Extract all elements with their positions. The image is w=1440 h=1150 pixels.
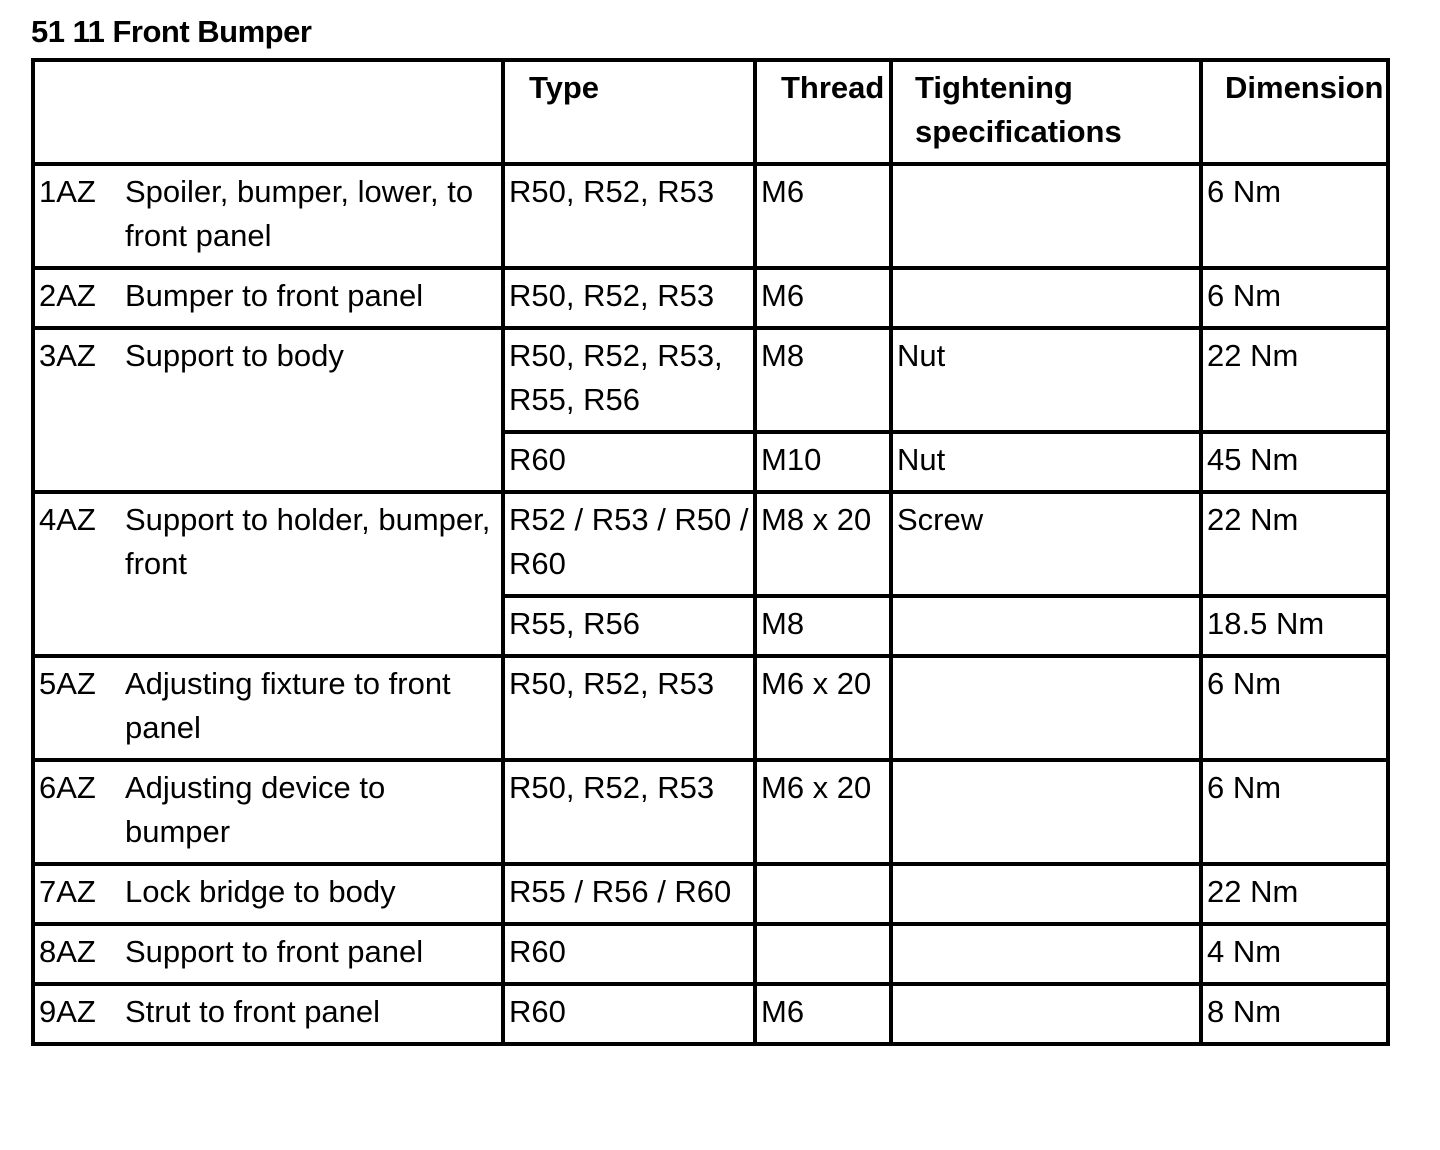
position-code: 7AZ: [39, 874, 96, 909]
tightening-cell: Nut: [891, 432, 1201, 492]
table-row: [33, 268, 1388, 328]
torque-spec-table: [31, 58, 1390, 1046]
thread-cell: M6: [755, 268, 891, 328]
table-row: [33, 656, 1388, 760]
position-cell: [33, 328, 503, 492]
table-row: [33, 984, 1388, 1044]
position-code: 9AZ: [39, 994, 96, 1029]
table-row: [33, 864, 1388, 924]
thread-cell: M8: [755, 328, 891, 432]
thread-cell: M6: [755, 984, 891, 1044]
position-cell: [33, 864, 503, 924]
dimension-cell: 8 Nm: [1201, 984, 1388, 1044]
type-cell: R55 / R56 / R60: [503, 864, 755, 924]
header-tightening: Tightening specifications: [891, 60, 1201, 164]
position-code: 2AZ: [39, 278, 96, 313]
type-cell: R50, R52, R53: [503, 268, 755, 328]
header-dimension: Dimension: [1201, 60, 1388, 164]
page-title: 51 11 Front Bumper: [31, 14, 312, 49]
position-cell: [33, 268, 503, 328]
position-description: Support to body: [125, 338, 344, 373]
tightening-cell: [891, 164, 1201, 268]
dimension-cell: 18.5 Nm: [1201, 596, 1388, 656]
type-cell: R50, R52, R53, R55, R56: [503, 328, 755, 432]
position-description: Adjusting device to bumper: [125, 770, 386, 849]
thread-cell: M8: [755, 596, 891, 656]
position-code: 4AZ: [39, 502, 96, 537]
position-cell: [33, 164, 503, 268]
table-row: [33, 492, 1388, 596]
tightening-cell: [891, 760, 1201, 864]
type-cell: R52 / R53 / R50 / R60: [503, 492, 755, 596]
position-description: Support to holder, bumper, front: [125, 502, 491, 581]
tightening-cell: [891, 984, 1201, 1044]
position-description: Adjusting fixture to front panel: [125, 666, 451, 745]
position-cell: [33, 492, 503, 656]
header-thread: Thread: [755, 60, 891, 164]
position-description: Spoiler, bumper, lower, to front panel: [125, 174, 474, 253]
tightening-cell: [891, 596, 1201, 656]
thread-cell: [755, 864, 891, 924]
type-cell: R60: [503, 924, 755, 984]
thread-cell: M6 x 20: [755, 656, 891, 760]
header-type: Type: [503, 60, 755, 164]
dimension-cell: 22 Nm: [1201, 864, 1388, 924]
type-cell: R55, R56: [503, 596, 755, 656]
dimension-cell: 22 Nm: [1201, 328, 1388, 432]
position-cell: [33, 984, 503, 1044]
position-cell: [33, 760, 503, 864]
dimension-cell: 6 Nm: [1201, 164, 1388, 268]
dimension-cell: 4 Nm: [1201, 924, 1388, 984]
thread-cell: M8 x 20: [755, 492, 891, 596]
type-cell: R50, R52, R53: [503, 164, 755, 268]
tightening-cell: Screw: [891, 492, 1201, 596]
tightening-cell: [891, 656, 1201, 760]
thread-cell: M6 x 20: [755, 760, 891, 864]
table-row: [33, 164, 1388, 268]
type-cell: R50, R52, R53: [503, 760, 755, 864]
position-code: 6AZ: [39, 770, 96, 805]
position-code: 1AZ: [39, 174, 96, 209]
tightening-cell: [891, 864, 1201, 924]
thread-cell: M10: [755, 432, 891, 492]
header-row: [33, 60, 1388, 164]
position-cell: [33, 924, 503, 984]
table-row: [33, 328, 1388, 432]
dimension-cell: 6 Nm: [1201, 656, 1388, 760]
type-cell: R60: [503, 984, 755, 1044]
tightening-cell: [891, 924, 1201, 984]
position-code: 3AZ: [39, 338, 96, 373]
thread-cell: M6: [755, 164, 891, 268]
dimension-cell: 22 Nm: [1201, 492, 1388, 596]
position-code: 5AZ: [39, 666, 96, 701]
header-position: [33, 60, 503, 164]
position-cell: [33, 656, 503, 760]
thread-cell: [755, 924, 891, 984]
type-cell: R60: [503, 432, 755, 492]
tightening-cell: [891, 268, 1201, 328]
dimension-cell: 6 Nm: [1201, 268, 1388, 328]
position-description: Lock bridge to body: [125, 874, 396, 909]
dimension-cell: 45 Nm: [1201, 432, 1388, 492]
position-description: Support to front panel: [125, 934, 424, 969]
dimension-cell: 6 Nm: [1201, 760, 1388, 864]
position-description: Bumper to front panel: [125, 278, 424, 313]
position-code: 8AZ: [39, 934, 96, 969]
tightening-cell: Nut: [891, 328, 1201, 432]
table-row: [33, 924, 1388, 984]
position-description: Strut to front panel: [125, 994, 381, 1029]
type-cell: R50, R52, R53: [503, 656, 755, 760]
table-row: [33, 760, 1388, 864]
